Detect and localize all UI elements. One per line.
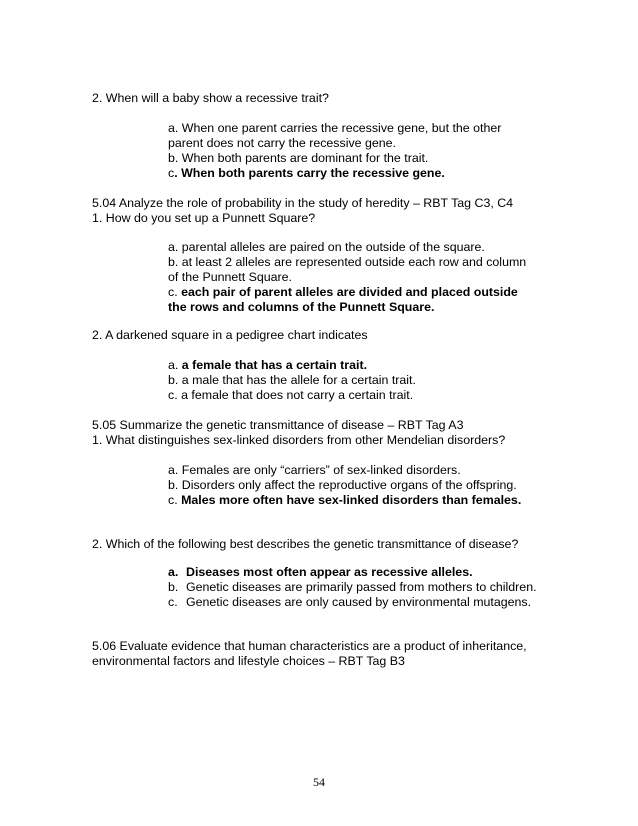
answer-a-line1: a. When one parent carries the recessive gene, but the other: [168, 121, 502, 135]
answer-a-line2: parent does not carry the recessive gene.: [168, 136, 396, 150]
section-5-05-heading: 5.05 Summarize the genetic transmittance of disease – RBT Tag A3: [92, 418, 464, 432]
section-5-06-heading-line1: 5.06 Evaluate evidence that human characteristics are a product of inheritance,: [92, 639, 527, 653]
answer-c-bold-1: each pair of parent alleles are divided and placed outside: [181, 285, 518, 299]
answer-a: [168, 565, 473, 580]
page-number: 54: [313, 775, 325, 789]
answer-b-line1: b. at least 2 alleles are represented outside each row and column: [168, 255, 527, 269]
answer-c: [168, 493, 521, 508]
answer-c-letter: c: [168, 166, 175, 180]
answer-a: a. Females are only “carriers” of sex-linked disorders.: [168, 463, 461, 477]
answer-a-bold: a female that has a certain trait.: [181, 358, 368, 372]
answer-a: [168, 358, 367, 373]
answer-b: b. a male that has the allele for a certain trait.: [168, 373, 416, 387]
answer-c-text: Genetic diseases are only caused by environmental mutagens.: [186, 595, 532, 609]
answer-c-line1: [168, 285, 518, 300]
question-pedigree: 2. A darkened square in a pedigree chart indicates: [92, 328, 368, 342]
answer-a: a. parental alleles are paired on the outside of the square.: [168, 240, 485, 254]
question-recessive-trait: 2. When will a baby show a recessive trait?: [92, 91, 329, 105]
answer-c-letter: c.: [168, 595, 178, 609]
answer-b: b. When both parents are dominant for the trait.: [168, 151, 429, 165]
answer-c: c. a female that does not carry a certain trait.: [168, 388, 414, 402]
answer-b-text: Genetic diseases are primarily passed from mothers to children.: [186, 580, 537, 594]
section-5-06-heading-line2: environmental factors and lifestyle choices – RBT Tag B3: [92, 654, 405, 668]
answer-c-bold-2: the rows and columns of the Punnett Square.: [168, 300, 435, 314]
answer-c: [168, 595, 531, 610]
question-sex-linked: 1. What distinguishes sex-linked disorders from other Mendelian disorders?: [92, 433, 506, 447]
answer-c: [168, 166, 445, 181]
question-genetic-transmittance: 2. Which of the following best describes the genetic transmittance of disease?: [92, 537, 519, 551]
answer-b-line2: of the Punnett Square.: [168, 270, 292, 284]
answer-a-letter: a.: [168, 565, 179, 579]
answer-c-bold: Males more often have sex-linked disorders than females.: [181, 493, 522, 507]
answer-c-bold: . When both parents carry the recessive gene.: [174, 166, 445, 180]
answer-b: b. Disorders only affect the reproductive organs of the offspring.: [168, 478, 517, 492]
answer-b-letter: b.: [168, 580, 179, 594]
section-5-04-heading: 5.04 Analyze the role of probability in the study of heredity – RBT Tag C3, C4: [92, 196, 514, 210]
answer-c-letter: c.: [168, 493, 182, 507]
question-punnett-square: 1. How do you set up a Punnett Square?: [92, 211, 316, 225]
answer-b: [168, 580, 537, 595]
answer-a-bold: Diseases most often appear as recessive alleles.: [186, 565, 473, 579]
answer-c-letter: c.: [168, 285, 182, 299]
answer-a-letter: a.: [168, 358, 182, 372]
